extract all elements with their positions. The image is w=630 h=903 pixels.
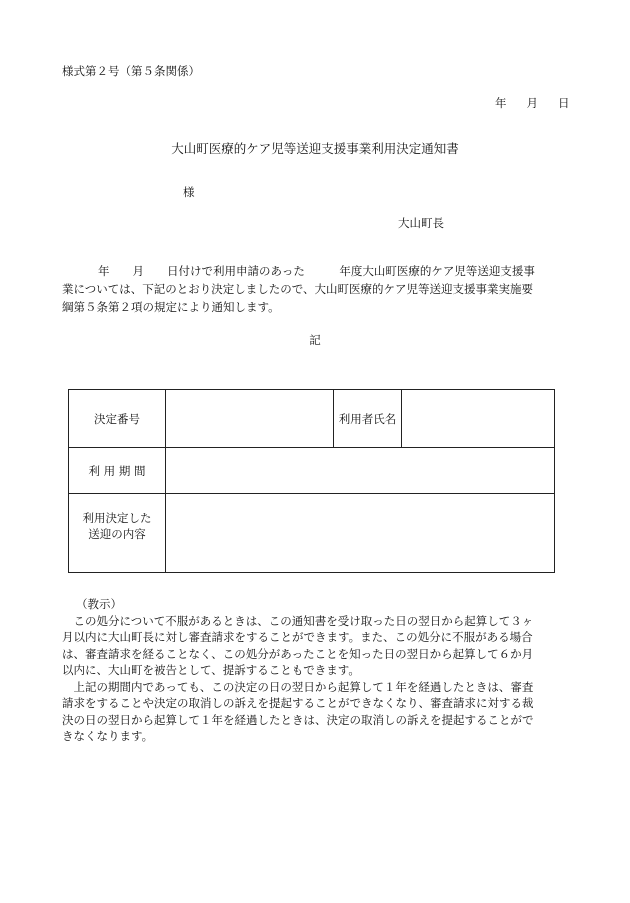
table-row [69,494,555,573]
recipient-suffix: 様 [183,185,195,199]
content-label-line1: 利用決定した [82,511,152,525]
notice-heading: （教示） [76,597,122,611]
notice-section [62,596,572,745]
table-row [69,448,555,494]
user-name-field[interactable] [402,390,555,448]
document-title: 大山町医療的ケア児等送迎支援事業利用決定通知書 [171,141,459,156]
period-field[interactable] [166,448,555,494]
date-year: 年 [495,96,507,110]
decision-number-field[interactable] [166,390,334,448]
body-line-3: 綱第５条第２項の規定により通知します。 [62,300,280,314]
decision-number-label: 決定番号 [69,390,166,448]
notice-line: 請求をすることや決定の取消しの訴えを提起することができなくなり、審査請求に対する裁 [62,696,534,710]
content-field[interactable] [166,494,555,573]
notice-line: この処分について不服があるときは、この通知書を受け取った日の翌日から起算して３ヶ [62,613,534,628]
ki-heading: 記 [309,333,321,347]
body-paragraph [62,262,570,316]
form-id: 様式第２号（第５条関係） [62,64,200,78]
notice-line: 上記の期間内であっても、この決定の日の翌日から起算して１年を経過したときは、審査 [62,679,534,694]
date-day: 日 [558,96,570,110]
sender-name: 大山町長 [398,216,444,230]
body-line-1: 年 月 日付けで利用申請のあった 年度大山町医療的ケア児等送迎支援事 [98,264,535,278]
date-line [495,95,570,111]
notice-line: 月以内に大山町長に対し審査請求をすることができます。また、この処分に不服がある場合 [62,630,533,644]
user-name-label: 利用者氏名 [334,390,402,448]
notice-line: 以内に、大山町を被告として、提訴することもできます。 [62,663,360,677]
body-line-2: 業については、下記のとおり決定しましたので、大山町医療的ケア児等送迎支援事業実施要 [62,282,534,296]
notice-line: 決の日の翌日から起算して１年を経過したときは、決定の取消しの訴えを提起することがで [62,712,534,727]
date-month: 月 [526,96,538,110]
table-row [69,390,555,448]
notice-line: きなくなります。 [62,729,154,743]
content-label-line2: 送迎の内容 [88,527,146,541]
content-label [69,494,166,573]
period-label: 利 用 期 間 [69,448,166,494]
notice-line: は、審査請求を経ることなく、この処分があったことを知った日の翌日から起算して６か月 [62,646,534,661]
decision-table [68,389,555,573]
